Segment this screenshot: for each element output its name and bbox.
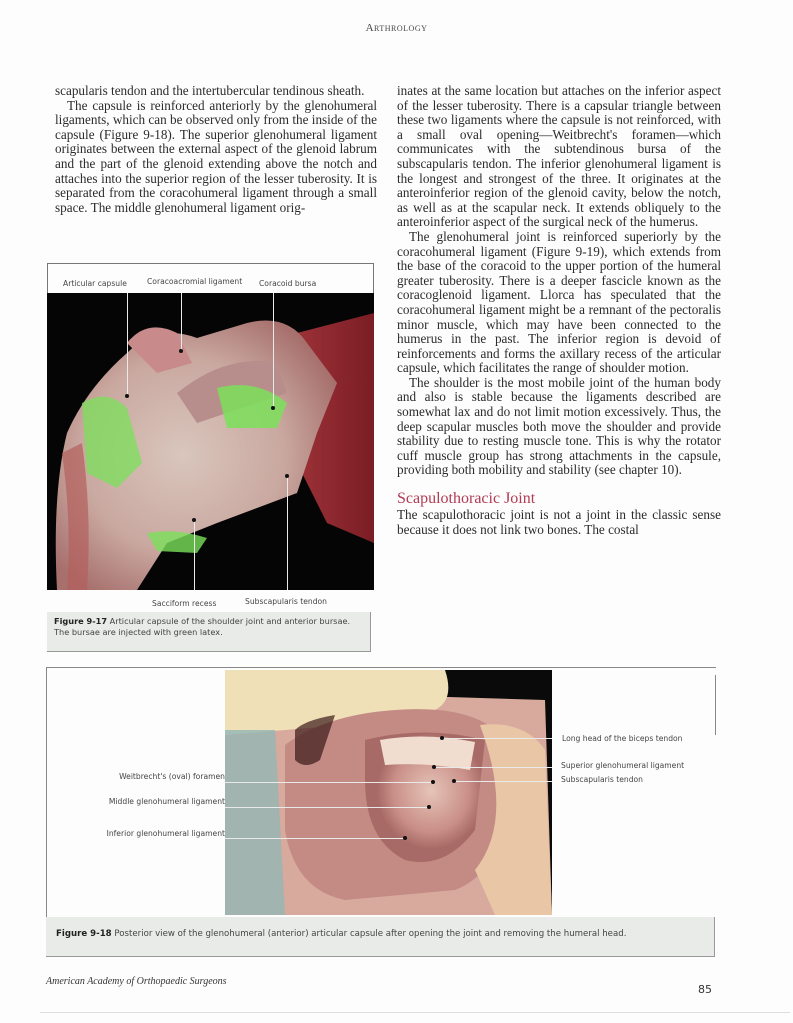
shoulder-capsule-photo xyxy=(47,293,374,590)
leader-line xyxy=(434,767,552,768)
pointer-dot xyxy=(125,394,129,398)
leader-line xyxy=(194,520,195,590)
label-coracoacromial-ligament: Coracoacromial ligament xyxy=(147,277,243,286)
pointer-dot xyxy=(403,836,407,840)
section-heading: Scapulothoracic Joint xyxy=(397,490,536,508)
caption-number: Figure 9-17 xyxy=(54,616,108,626)
leader-line xyxy=(225,782,433,783)
footer-publisher: American Academy of Orthopaedic Surgeons xyxy=(46,976,227,987)
label-middle-glenohumeral-ligament: Middle glenohumeral ligament xyxy=(108,797,225,806)
left-column xyxy=(55,84,377,215)
page-number: 85 xyxy=(698,983,712,996)
leader-line xyxy=(181,293,182,350)
label-superior-glenohumeral-ligament: Superior glenohumeral ligament xyxy=(561,761,685,770)
dissection-image xyxy=(225,670,552,915)
label-coracoid-bursa: Coracoid bursa xyxy=(259,279,317,288)
dissection-image xyxy=(47,293,374,590)
pointer-dot xyxy=(431,780,435,784)
paragraph: The shoulder is the most mobile joint of the human body and also is stable because the ligaments described are somewhat lax and do not limit motion excessively. Thus, the deep scapular muscles both move the shoulder and provide stability due to resting muscle tone. This is why the rotator cuff muscle group has strong attachments in the capsule, providing both mobility and stability (see chapter 10). xyxy=(397,374,721,478)
paragraph: The scapulothoracic joint is not a joint in the classic sense because it does not link two bones. The costal xyxy=(397,507,721,537)
paragraph: The glenohumeral joint is reinforced superiorly by the coracohumeral ligament (Figure 9-19), which extends from the base of the coracoid to the upper portion of the humeral greater tuberosity. There is a deeper fascicle known as the coracoglenoid ligament. Llorca has speculated that the coracohumeral ligament might be a remnant of the pectoralis minor muscle, which may have been connected to the humerus in the past. The inferior region is devoid of reinforcements and forms the axillary recess of the articular capsule, which facilitates the range of shoulder motion. xyxy=(397,228,721,376)
pointer-dot xyxy=(452,779,456,783)
paragraph: The capsule is reinforced anteriorly by the glenohumeral ligaments, which can be observed only from the inside of the capsule (Figure 9-18). The superior glenohumeral ligament originates between the external aspect of the glenoid labrum and the part of the glenoid extending above the notch and attaches into the superior region of the lesser tuberosity. It is separated from the coracohumeral ligament through a small space. The middle glenohumeral ligament orig- xyxy=(55,97,377,215)
caption-number: Figure 9-18 xyxy=(56,929,112,939)
label-inferior-glenohumeral-ligament: Inferior glenohumeral ligament xyxy=(106,829,225,838)
figure-9-18-caption xyxy=(46,917,715,957)
glenohumeral-capsule-photo xyxy=(225,670,552,915)
leader-line xyxy=(127,293,128,396)
paragraph: inates at the same location but attaches on the inferior aspect of the lesser tuberosity. There is a capsular triangle between these two ligaments where the capsule is not reinforced, with a small oval opening—Weitbrecht's foramen—which communicates with the subtendinous bursa of the subscapularis tendon. The inferior glenohumeral ligament is the longest and strongest of the three. It originates at the anteroinferior region of the glenoid cavity, below the notch, as well as at the scapular neck. It extends obliquely to the anteroinferior aspect of the surgical neck of the humerus. xyxy=(397,83,721,230)
pointer-dot xyxy=(271,406,275,410)
leader-line xyxy=(442,738,552,739)
label-articular-capsule: Articular capsule xyxy=(63,279,127,288)
caption-text: Articular capsule of the shoulder joint and anterior bursae. The bursae are injected with green latex. xyxy=(54,616,351,637)
leader-line xyxy=(225,838,405,839)
pointer-dot xyxy=(179,349,183,353)
label-subscapularis-tendon-18: Subscapularis tendon xyxy=(561,775,643,784)
leader-line xyxy=(273,293,274,408)
label-weitbrecht-foramen: Weitbrecht's (oval) foramen xyxy=(119,772,225,781)
pointer-dot xyxy=(440,736,444,740)
bottom-rule xyxy=(40,1012,790,1013)
leader-line xyxy=(454,781,552,782)
pointer-dot xyxy=(427,805,431,809)
label-subscapularis-tendon: Subscapularis tendon xyxy=(245,597,327,606)
frame-mark xyxy=(715,675,716,735)
pointer-dot xyxy=(192,518,196,522)
running-head: Arthrology xyxy=(365,22,428,34)
pointer-dot xyxy=(285,474,289,478)
figure-9-17 xyxy=(47,263,374,655)
figure-9-17-caption xyxy=(47,612,371,652)
caption-text: Posterior view of the glenohumeral (anterior) articular capsule after opening the joint and removing the humeral head. xyxy=(111,929,627,939)
paragraph: scapularis tendon and the intertubercular tendinous sheath. xyxy=(55,83,365,98)
right-column xyxy=(397,84,721,537)
leader-line xyxy=(287,476,288,590)
label-long-head-biceps: Long head of the biceps tendon xyxy=(562,734,683,743)
label-sacciform-recess: Sacciform recess xyxy=(152,599,217,608)
pointer-dot xyxy=(432,765,436,769)
leader-line xyxy=(225,807,429,808)
